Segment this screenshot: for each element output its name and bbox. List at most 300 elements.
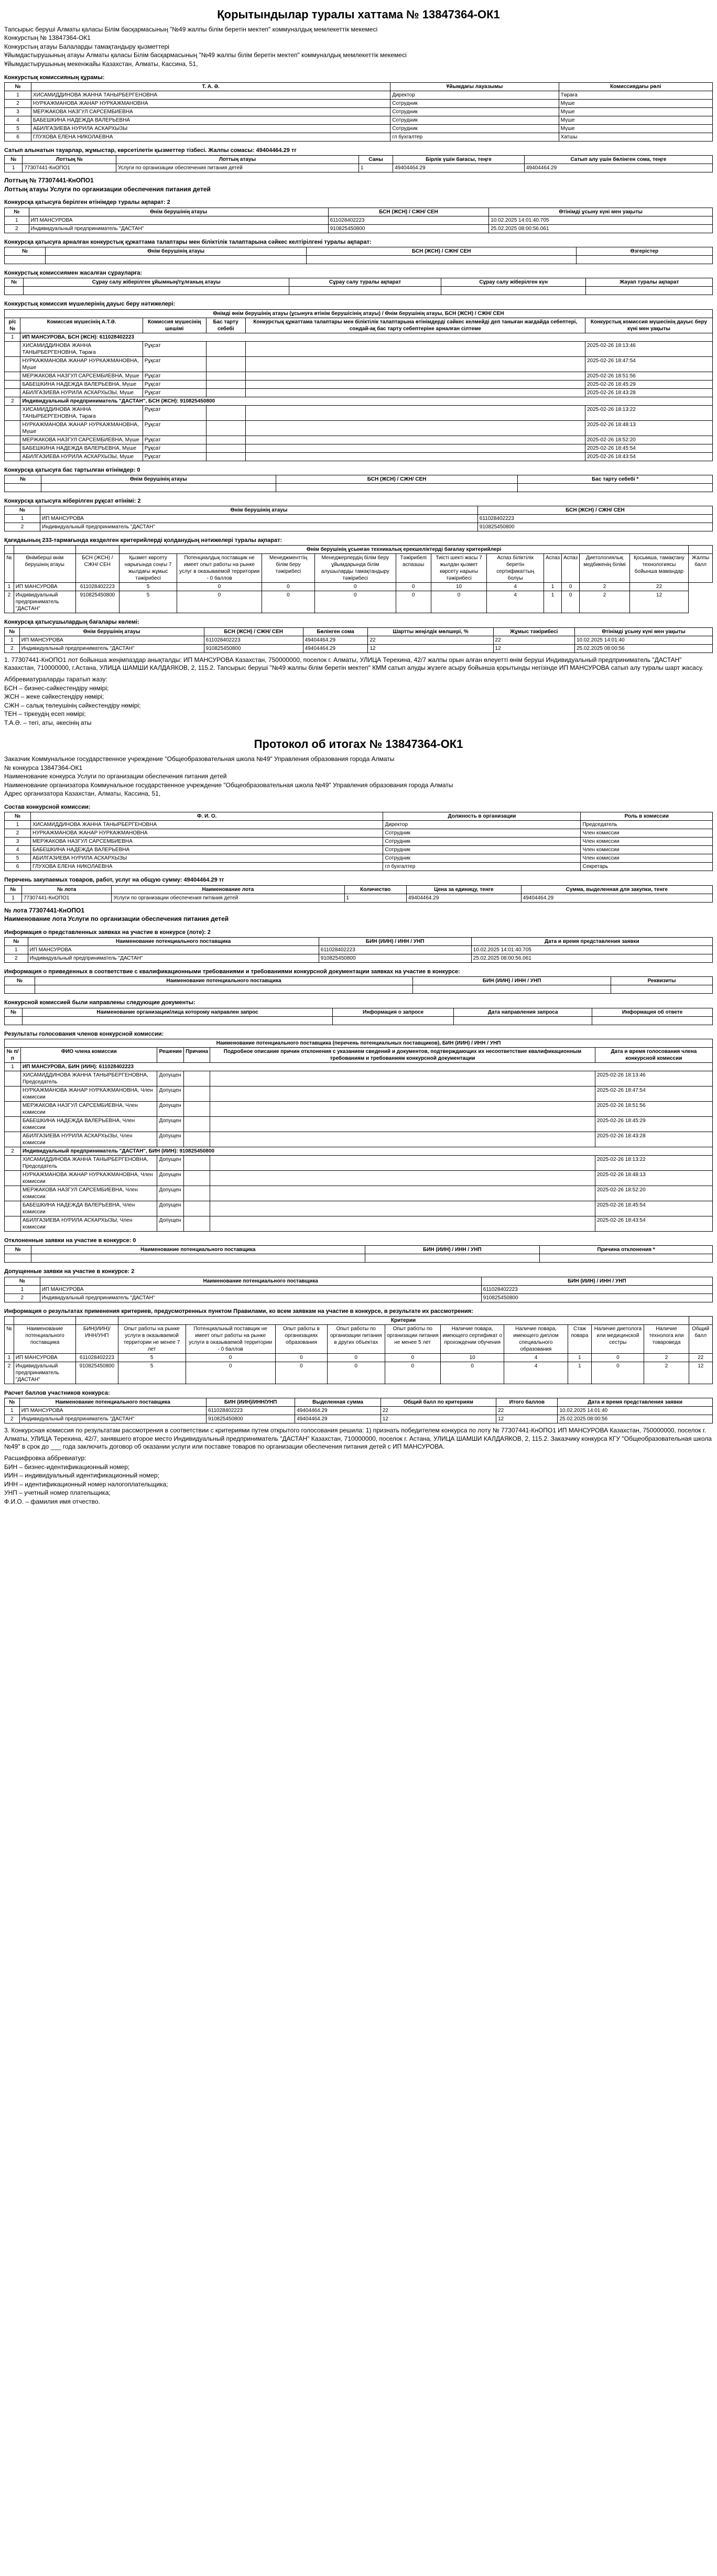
column-header: Наименование потенциального поставщика (перечень потенциальных поставщиков), БИН (ИИН) / ИНН / УНП [5,1039,713,1048]
table-row [5,523,713,531]
table-cell: 910825450800 [477,523,712,531]
column-header: Өнімберші өнім берушінің атауы [14,554,75,583]
column-header: Количество [344,885,406,894]
table-cell: ХИСАМИДДИНОВА ЖАННА ТАНЫРБЕРГЕНОВНА, Председатель [20,1071,157,1086]
table-header-row [5,475,713,483]
table-cell: Мүше [559,107,712,116]
lot-name: Наименование лота Услуги по организации обеспечения питания детей [4,915,229,923]
table-cell [245,444,585,452]
bids-title: Конкурсқа қатысуға берілген өтінімдер туралы ақпарат: 2 [4,199,170,206]
column-header: № [5,82,31,91]
table-cell [206,436,245,444]
column-header: Өзгерістер [576,247,712,255]
column-header: Стаж повара [568,1324,592,1353]
table-cell [289,287,441,295]
table-row [5,452,713,461]
table-cell: 2025-02-26 18:51:56 [595,1102,712,1117]
table-row [5,436,713,444]
table-cell [592,1016,713,1025]
column-header: № [5,247,46,255]
abbreviation-line: СЖН – салық төлеушінің сәйкестендіру нөмірі; [4,701,141,709]
table-cell: МЕРЖАКОВА НАЗГУЛ САРСЕМБИЕВНА, Мүше [20,372,143,380]
table-row [5,1071,713,1086]
table-cell: ГЛУХОВА ЕЛЕНА НИКОЛАЕВНА [31,863,383,871]
column-header: Реквизиты [611,977,713,985]
scoring-title: Информация о результатах применения критериев, предусмотренных пунктом Правилами, ко всем заявкам на участие в конкурсе, в результате их рассмотрения: [4,1308,473,1314]
table-cell [184,1117,210,1132]
table-cell: 2025-02-26 18:13:46 [595,1071,712,1086]
column-header: Тиісті шекті жасы 7 жылдан қызмет көрсету нарығы тәжірибесі [431,554,487,583]
table-cell: 2 [5,1362,14,1384]
table-cell: 10 [441,1353,504,1362]
purchase-title: Сатып алынатын тауарлар, жұмыстар, көрсетілетін қызметтер тізбесі. Жалпы сомасы: 49404464.29 тг [4,147,297,154]
table-row [5,1132,713,1147]
table-cell: Директор [383,821,581,829]
table-cell: 2 [5,829,31,838]
table-cell [184,1216,210,1232]
table-cell: 2025-02-26 18:45:29 [595,1117,712,1132]
supplier-name: ИП МАНСУРОВА, БИН (ИИН): 611028402223 [20,1063,712,1071]
table-cell: Член комиссии [581,854,713,863]
table-cell [5,372,20,380]
table-cell: 1 [544,591,561,613]
table-row [5,846,713,854]
table-cell: 0 [186,1353,275,1362]
table-cell: МЕРЖАКОВА НАЗГУЛ САРСЕМБИЕВНА [31,107,390,116]
table-cell [5,1086,21,1102]
table-cell: 611028402223 [481,1285,712,1294]
table-cell: 2025-02-26 18:52:20 [585,436,712,444]
table-cell: Мүше [559,99,712,107]
table-cell [184,1156,210,1171]
column-header: БИН (ИИН) / ИНН / УНП [365,1246,539,1254]
commission-table [4,82,713,142]
table-cell [41,483,276,492]
table-cell: БАБЕШКИНА НАДЕЖДА ВАЛЕРЬЕВНА, Мүше [20,444,143,452]
table-cell: НУРКАЖМАНОВА ЖАНАР НУРКАЖМАНОВНА [31,829,383,838]
table-row [5,224,713,233]
table-cell: НУРКАЖМАНОВА ЖАНАР НУРКАЖМАНОВНА, Мүше [20,420,143,436]
lot-number: Лоттың № 77307441-КнОПО1 [4,177,94,184]
table-cell: Мүше [559,124,712,133]
table-header-row [5,1277,713,1285]
table-cell: ИП МАНСУРОВА [40,515,478,523]
column-header: Наименование потенциального поставщика [19,1398,206,1407]
column-header: Потенциальный поставщик не имеет опыт работы на рынке услуги в оказываемой территории - 0 баллов [186,1324,275,1353]
table-row [5,946,713,954]
table-cell: Төраға [559,91,712,99]
column-header [14,546,75,554]
table-cell [245,420,585,436]
column-header: Конкурстық құжаттама талаптары мен біліктілік талаптарына өтінімдерді сәйкес келмейді деп таныған жағдайда себептері, сондай-ақ бас тарту себептеріне арналған сілтеме [245,318,585,333]
table-header-row [5,938,713,946]
column-header: Бас тарту себебі [206,318,245,333]
table-cell: Допущен [157,1201,184,1216]
column-header: Ұйымдағы лауазымы [390,82,559,91]
table-cell: АБИЛГАЗИЕВА НУРИЛА АСКАРХЫЗЫ, Член комиссии [20,1216,157,1232]
table-cell: 0 [385,1353,441,1362]
column-header: Наименование потенциального поставщика [35,977,412,985]
column-header: Информация об ответе [592,1008,713,1016]
table-cell: 49404464.29 [393,164,525,172]
abbreviation-line: Ф.И.О. – фамилия имя отчество. [4,1497,100,1505]
column-header: БСН (ЖСН) / СЖН/ СЕН [75,554,119,583]
column-header [689,546,713,554]
table-header-row [5,1039,713,1048]
column-header: БИН (ИИН) / ИНН / УНП [481,1277,712,1285]
column-header: Конкурстық комиссия мүшесінің дауыс беру күні мен уақыты [585,318,712,333]
table-row [5,107,713,116]
table-cell: 2025-02-26 18:52:20 [595,1186,712,1201]
table-cell: 5 [118,1353,186,1362]
table-header-row [5,82,713,91]
table-cell: 25.02.2025 08:00:56 [558,1415,713,1423]
empty-row [5,255,713,264]
column-header: Цена за единицу, тенге [406,885,521,894]
table-cell: 2 [580,591,630,613]
table-cell [5,1132,21,1147]
column-header: Наименование лота [112,885,344,894]
table-cell: 2025-02-26 18:13:46 [585,341,712,356]
column-header: БСН (ЖСН) / СЖН/ СЕН [328,208,489,216]
table-row [5,1294,713,1302]
rejected-table [4,1245,713,1263]
organizer-line: Тапсырыс беруші Алматы қаласы Білім басқармасының "№49 жалпы білім беретін мектеп" коммуналдық мемлекеттік мекемесі [4,25,378,33]
column-header: Должность в организации [383,812,581,821]
table-cell: Член комиссии [581,829,713,838]
bids-table [4,937,713,963]
table-cell: гл бухгалтер [383,863,581,871]
column-header: № [5,554,14,583]
table-cell: ХИСАМИДДИНОВА ЖАННА ТАНЫРБЕРГЕНОВНА, Төраға [20,341,143,356]
supplier-group-row [5,333,713,341]
table-cell: 611028402223 [319,946,471,954]
column-header: Өнім берушінің атауы [41,475,276,483]
page-title: Протокол об итогах № 13847364-ОК1 [254,737,463,751]
column-header: Бірлік үшін бағасы, теңге [393,156,525,164]
table-cell: 0 [275,1362,327,1384]
info-line: Конкурстың атауы Балаларды тамақтандыру қызметтері [4,42,169,50]
abbreviation-line: Аббревиатураларды таратып жазу: [4,675,107,683]
column-header: Сатып алу үшін бөлінген сома, теңге [524,156,712,164]
table-cell: Сотрудник [383,854,581,863]
table-cell [5,444,20,452]
table-header-row [5,506,713,515]
table-cell: 10.02.2025 14:01:40.705 [489,216,713,224]
table-cell: Рұқсат [143,380,206,388]
table-header-row [5,1316,713,1324]
table-row [5,99,713,107]
table-cell: Услуги по организации обеспечения питания детей [112,894,344,902]
table-cell: 611028402223 [75,583,119,591]
table-cell: 611028402223 [328,216,489,224]
table-cell: Рұқсат [143,405,206,420]
table-cell: Индивидуальный предприниматель "ДАСТАН" [40,523,478,531]
changes-title: Информация о приведенных в соответствие с квалификационными требованиями и требованиями конкурсной документации заявках на участие в конкурсе: [4,969,460,975]
table-cell [5,985,35,994]
table-row [5,829,713,838]
abbreviation-line: УНП – учетный номер плательщика; [4,1489,111,1497]
abbreviation-line: ЖСН – жеке сәйкестендіру нөмірі; [4,693,104,701]
table-cell: Допущен [157,1132,184,1147]
column-header: № [5,506,40,515]
column-header: № п/п [5,1048,21,1063]
table-row [5,1216,713,1232]
table-row [5,164,713,172]
column-header: № [5,1324,14,1353]
empty-row [5,1254,713,1263]
rejected-title: Конкурсқа қатысуға бас тартылған өтінімдер: 0 [4,466,140,473]
table-cell: 1 [344,894,406,902]
empty-row [5,985,713,994]
table-cell: Допущен [157,1216,184,1232]
column-header: Өнім берушінің атауы [29,208,328,216]
table-cell: 910825450800 [76,1362,118,1384]
table-cell [576,255,712,264]
column-header: Қосымша, тамақтану технологиясы бойынша мамандар [629,554,688,583]
table-cell: 910825450800 [206,1415,295,1423]
bids-table [4,208,713,233]
table-cell: 2 [5,591,14,613]
kazakh-protocol-section [4,7,713,727]
table-row [5,341,713,356]
table-cell: Индивидуальный предприниматель "ДАСТАН" [14,591,75,613]
table-cell [206,372,245,380]
abbreviation-line: БИН – бизнес-идентификационный номер; [4,1463,130,1471]
table-cell: Индивидуальный предприниматель "ДАСТАН" [28,954,319,963]
rejected-title: Отклоненные заявки на участие в конкурсе: 0 [4,1237,136,1244]
table-cell: 2025-02-26 18:45:29 [585,380,712,388]
info-line: Наименование конкурса Услуги по организации обеспечения питания детей [4,773,227,780]
admitted-table [4,506,713,531]
table-cell [586,287,713,295]
table-cell [245,405,585,420]
table-cell [5,1156,21,1171]
info-line: № конкурса 13847364-ОК1 [4,764,83,771]
prices-title: Конкурсқа қатысушылардың бағалары көлемі: [4,619,139,626]
table-cell: 5 [120,583,177,591]
table-cell [5,388,20,397]
column-header [14,1316,76,1324]
table-cell [307,255,576,264]
table-header-row [5,156,713,164]
column-header: Сұрау салу жіберілген ұйымның/тұлғаның атауы [24,278,289,287]
table-header-row [5,1048,713,1063]
table-cell [441,287,586,295]
column-header: Сұрау салу туралы ақпарат [289,278,441,287]
bids-title: Информация о представленных заявках на участие в конкурсе (лоте): 2 [4,929,211,936]
table-cell: 4 [5,846,31,854]
table-cell: 2025-02-26 18:48:13 [595,1171,712,1186]
table-cell: 910825450800 [328,224,489,233]
table-cell: 0 [385,1362,441,1384]
table-cell: 5 [5,124,31,133]
column-header: Бас тарту себебі * [518,475,713,483]
table-cell: ИП МАНСУРОВА [19,636,204,644]
prices-table [4,627,713,653]
supplier-name: Индивидуальный предприниматель "ДАСТАН", БИН (ИИН): 910825450800 [20,1147,712,1156]
column-header: Өтінімді ұсыну күні мен уақыты [489,208,713,216]
column-header: Аспаз [562,554,580,583]
table-cell: 2 [5,1294,40,1302]
column-header: Өнім берушінің ұсынған техникалық ерекшеліктерді бағалау критерийлері [120,546,689,554]
empty-row [5,483,713,492]
table-cell [5,380,20,388]
table-cell [210,1171,595,1186]
table-cell: 1 [5,515,40,523]
column-header: Өнім берушінің атауы [46,247,307,255]
table-cell: 2025-02-26 18:47:54 [595,1086,712,1102]
table-row [5,444,713,452]
table-header-row [5,1398,713,1407]
table-cell: 1 [544,583,561,591]
column-header: Жауап туралы ақпарат [586,278,713,287]
table-cell [276,483,518,492]
column-header: Наименование потенциального поставщика [28,938,319,946]
table-cell: Допущен [157,1117,184,1132]
info-line: Наименование организатора Коммунальное государственное учреждение "Общеобразовательная школа №49" Управления образования города Алматы [4,781,453,789]
table-cell [333,1016,454,1025]
column-header: БИН (ИИН)/ИНН/УНП [206,1398,295,1407]
table-row [5,1086,713,1102]
table-cell: Сотрудник [390,99,559,107]
table-cell: Допущен [157,1186,184,1201]
table-cell: 22 [368,636,493,644]
table-cell: 6 [5,133,31,141]
column-header: № [5,977,35,985]
table-cell [206,341,245,356]
table-cell [184,1186,210,1201]
table-cell: МЕРЖАКОВА НАЗГУЛ САРСЕМБИЕВНА [31,838,383,846]
group-number: 1 [5,333,20,341]
table-header-row [5,546,713,554]
table-cell: ХИСАМИДДИНОВА ЖАННА ТАНЫРБЕРГЕНОВНА, Төраға [20,405,143,420]
column-header: р/с № [5,318,20,333]
table-cell: 10.02.2025 14:01:40.705 [471,946,712,954]
column-header: Сұрау салу жіберілген күн [441,278,586,287]
column-header: Потенциалдық поставщик не имеет опыт работы на рынке услуг в оказываемой территории - 0 баллов [177,554,262,583]
voting-title: Конкурстық комиссия мүшелерінің дауыс беру нәтижелері: [4,301,176,308]
table-cell: Председатель [581,821,713,829]
table-cell: 910825450800 [481,1294,712,1302]
table-cell: БАБЕШКИНА НАДЕЖДА ВАЛЕРЬЕВНА, Мүше [20,380,143,388]
table-cell: 10.02.2025 14:01:40 [558,1407,713,1415]
table-row [5,405,713,420]
column-header: БСН (ЖСН) / СЖН/ СЕН [204,627,303,636]
table-cell: Директор [390,91,559,99]
table-row [5,372,713,380]
column-header: № [5,156,23,164]
table-cell: Рұқсат [143,452,206,461]
table-cell [5,341,20,356]
table-cell: Рұқсат [143,420,206,436]
column-header: Общий балл по критериям [381,1398,496,1407]
table-cell: Хатшы [559,133,712,141]
table-cell: Допущен [157,1086,184,1102]
column-header: № [5,1398,20,1407]
table-cell: Услуги по организации обеспечения питания детей [116,164,358,172]
column-header: Қызмет көрсету нарығында соңғы 7 жылдағы жұмыс тәжірибесі [120,554,177,583]
column-header: Лоттың № [23,156,116,164]
column-header: Өнім берушінің атауы [40,506,478,515]
table-row [5,1156,713,1171]
table-cell: 5 [118,1362,186,1384]
info-line: Ұйымдастырушының атауы Алматы қаласы Білім басқармасының "№49 жалпы білім беретін мектеп" коммуналдық мемлекеттік мекемесі [4,51,407,59]
column-header: № [5,475,41,483]
table-cell: 1 [5,216,29,224]
column-header: Опыт работы на рынке услуги в оказываемой территории не менее 7 лет [118,1324,186,1353]
table-cell [206,356,245,372]
table-cell: ИП МАНСУРОВА [14,1353,76,1362]
table-row [5,124,713,133]
table-cell: 2025-02-26 18:45:54 [595,1201,712,1216]
table-cell: 1 [5,583,14,591]
table-cell [5,1117,21,1132]
table-cell: 0 [441,1362,504,1384]
table-cell: 10 [431,583,487,591]
table-cell: 1 [5,821,31,829]
column-header: Опыт работы по организации питания в других объектах [327,1324,385,1353]
table-cell: БАБЕШКИНА НАДЕЖДА ВАЛЕРЬЕВНА [31,116,390,124]
table-cell: Индивидуальный предприниматель "ДАСТАН" [19,644,204,653]
column-header: Решение [157,1048,184,1063]
table-row [5,1186,713,1201]
table-cell: 2 [644,1362,689,1384]
table-cell [206,388,245,397]
column-header: Опыт работы в организациях образования [275,1324,327,1353]
column-header: Менеджменттің білім беру тәжірибесі [262,554,315,583]
column-header: № [5,885,22,894]
table-row [5,1201,713,1216]
table-header-row [5,977,713,985]
table-cell: 12 [381,1415,496,1423]
column-header: Выделенная сумма [295,1398,381,1407]
table-cell [5,1186,21,1201]
table-cell: 2 [5,644,20,653]
table-cell: 10.02.2025 14:01:40 [574,636,712,644]
table-row [5,1117,713,1132]
table-cell: 1 [5,164,23,172]
supplier-group-row [5,1063,713,1071]
table-header-row [5,318,713,333]
column-header [689,1316,713,1324]
table-cell: 1 [5,946,28,954]
voting-title: Результаты голосования членов конкурсной комиссии: [4,1030,164,1037]
table-row [5,583,713,591]
table-cell: 22 [381,1407,496,1415]
column-header: № [5,208,29,216]
table-cell [210,1186,595,1201]
table-cell: 2025-02-26 18:48:13 [585,420,712,436]
table-cell: 2025-02-26 18:43:28 [585,388,712,397]
table-cell: 0 [314,591,396,613]
group-number: 1 [5,1063,21,1071]
table-cell: 1 [5,1407,20,1415]
lot-number: № лота 77307441-КнОПО1 [4,906,85,914]
abbreviation-line: Расшифровка аббревиатур: [4,1454,86,1462]
table-cell [23,1016,333,1025]
table-cell [5,356,20,372]
column-header: Т. А. Ә. [31,82,390,91]
table-header-row [5,278,713,287]
table-cell: гл бухгалтер [390,133,559,141]
table-cell: 2 [580,583,630,591]
table-cell [245,388,585,397]
table-cell: 2025-02-26 18:43:54 [595,1216,712,1232]
table-cell [454,1016,592,1025]
table-cell: ИП МАНСУРОВА [28,946,319,954]
column-header: Наименование организации/лица которому направлен запрос [23,1008,333,1016]
